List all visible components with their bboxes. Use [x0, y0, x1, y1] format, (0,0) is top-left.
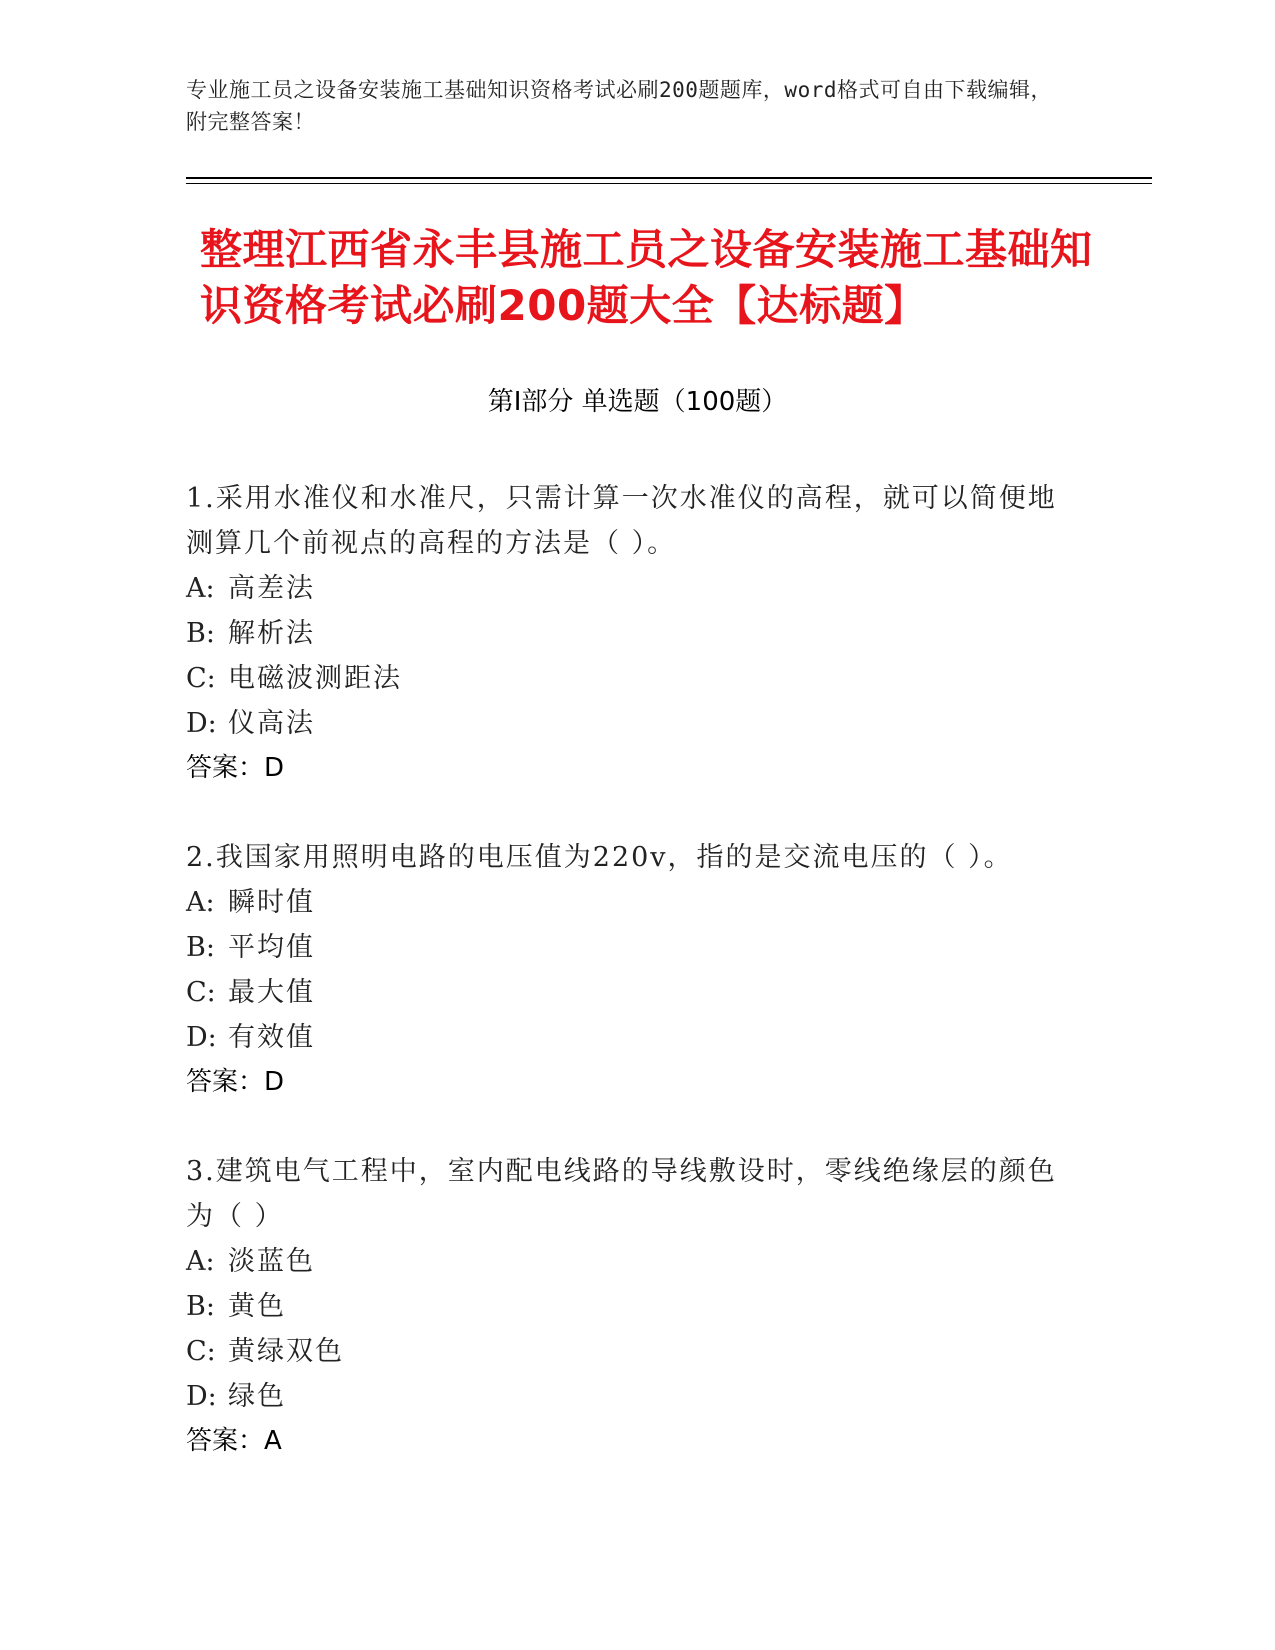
document-title: 整理江西省永丰县施工员之设备安装施工基础知识资格考试必刷200题大全【达标题】: [200, 225, 1093, 330]
option-text: 黄绿双色: [228, 1336, 344, 1367]
option-text: 电磁波测距法: [228, 663, 402, 694]
option-text: 解析法: [228, 618, 315, 649]
option-text: 黄色: [228, 1291, 286, 1322]
option-a: [186, 880, 1066, 925]
header-rule-thick: [186, 177, 1152, 179]
option-c: [186, 1329, 1066, 1374]
answer: 答案：D: [186, 1067, 285, 1097]
header-note: 专业施工员之设备安装施工基础知识资格考试必刷200题题库，word格式可自由下载编辑，附完整答案！: [186, 78, 1052, 134]
option-text: 有效值: [228, 1022, 315, 1053]
option-a: [186, 566, 1066, 611]
option-a: [186, 1239, 1066, 1284]
answer: 答案：D: [186, 753, 285, 783]
option-key: A:: [186, 1246, 215, 1277]
question-list: [186, 476, 1066, 1464]
section-title: 第Ⅰ部分 单选题（100题）: [487, 387, 788, 417]
question-3: [186, 1149, 1066, 1464]
option-d: [186, 701, 1066, 746]
option-text: 淡蓝色: [228, 1246, 315, 1277]
option-key: B:: [186, 932, 215, 963]
option-key: D:: [186, 708, 217, 739]
answer: 答案：A: [186, 1426, 282, 1456]
option-c: [186, 656, 1066, 701]
option-c: [186, 970, 1066, 1015]
option-b: [186, 611, 1066, 656]
option-text: 平均值: [228, 932, 315, 963]
option-key: D:: [186, 1381, 217, 1412]
option-b: [186, 1284, 1066, 1329]
question-stem: 2.我国家用照明电路的电压值为220v，指的是交流电压的（ ）。: [186, 842, 1013, 873]
option-d: [186, 1015, 1066, 1060]
option-key: C:: [186, 663, 216, 694]
header-rule-thin: [186, 183, 1152, 184]
option-text: 绿色: [228, 1381, 286, 1412]
option-text: 最大值: [228, 977, 315, 1008]
option-key: C:: [186, 1336, 216, 1367]
option-text: 瞬时值: [228, 887, 315, 918]
question-2: [186, 835, 1066, 1105]
option-text: 高差法: [228, 573, 315, 604]
option-key: B:: [186, 1291, 215, 1322]
option-b: [186, 925, 1066, 970]
option-key: A:: [186, 887, 215, 918]
option-key: D:: [186, 1022, 217, 1053]
option-key: C:: [186, 977, 216, 1008]
option-d: [186, 1374, 1066, 1419]
question-1: [186, 476, 1066, 791]
option-key: A:: [186, 573, 215, 604]
question-stem: 3.建筑电气工程中，室内配电线路的导线敷设时，零线绝缘层的颜色为（ ）: [186, 1156, 1057, 1232]
option-key: B:: [186, 618, 215, 649]
option-text: 仪高法: [228, 708, 315, 739]
question-stem: 1.采用水准仪和水准尺，只需计算一次水准仪的高程，就可以简便地测算几个前视点的高程的方法是（ ）。: [186, 483, 1057, 559]
